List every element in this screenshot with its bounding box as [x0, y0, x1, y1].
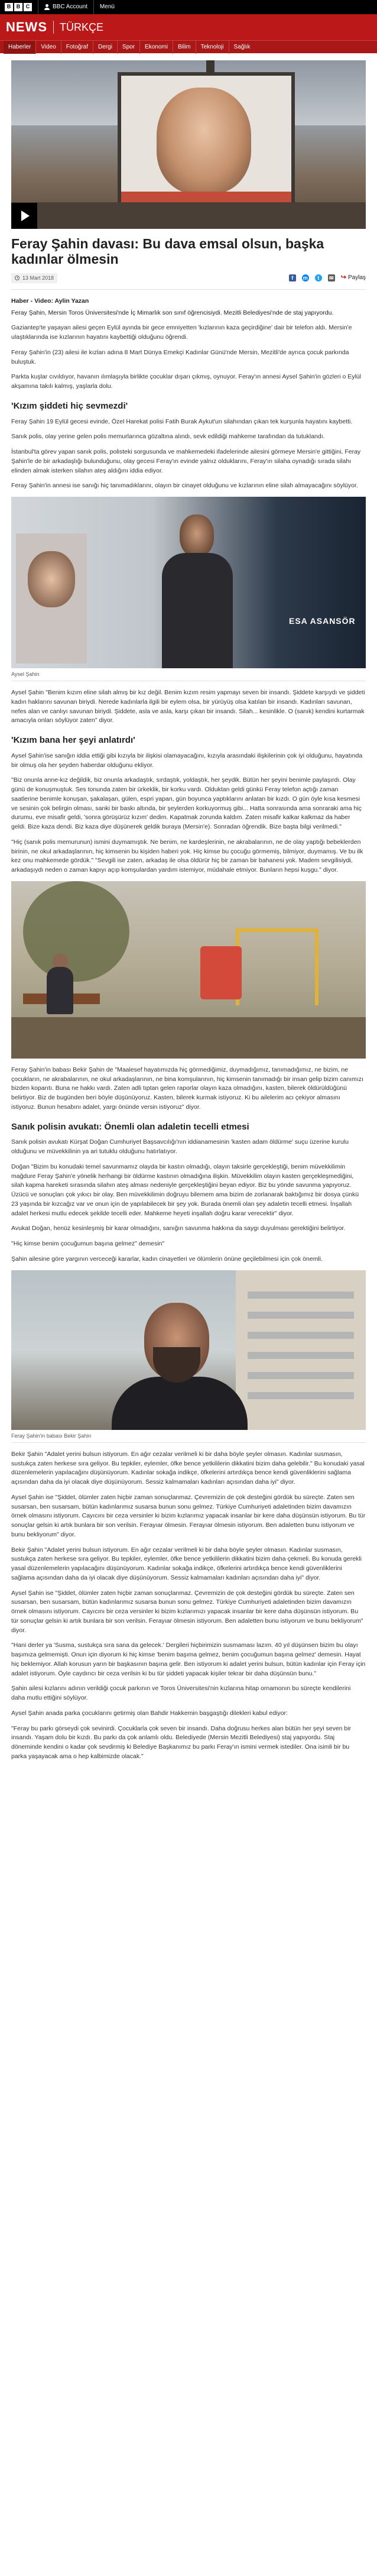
figure-mother	[11, 497, 366, 681]
bbc-logo-letter: B	[5, 3, 13, 11]
facebook-icon[interactable]: f	[289, 274, 296, 281]
share-label: Paylaş	[347, 274, 366, 281]
subheading: 'Kızım şiddeti hiç sevmezdi'	[11, 400, 128, 411]
paragraph: Aysel Şahin anada parka çocuklarını getirmiş olan Bahdir Hakkemin başgaştığı dilekleri kabul ediyor:	[11, 1709, 288, 1717]
date-text: 13 Mart 2018	[22, 274, 54, 281]
publish-date	[11, 273, 57, 283]
nav-item-dergi[interactable]: Dergi	[93, 41, 118, 54]
account-label: BBC Account	[53, 3, 87, 10]
billboard	[118, 72, 295, 208]
quote-paragraph: Bekir Şahin "Adalet yerini bulsun istiyorum. En ağır cezalar verilmeli ki bir daha böyle şeyler olmasın. Kadınlar susmasın, sustukça zaten herkese sıra geliyor. Bu tepkiler, eylemler, öfke bence yetkililerin dikkatini bizim daha çekmeli. Bu konuda gerekli yasal düzenlemelerin yapılacağını düşünüyorum. Kadınlar sokağa indikçe, öfkelerini artırdıkça bence kendi güvenliklerini sağlama açısından daha da iyi olacak diye düşünüyorum. Sessiz kalmamaları kadınları açısından daha iyi" diyor.	[11, 1546, 362, 1581]
subheading: Sanık polisin avukatı: Önemli olan adaletin tecelli etmesi	[11, 1121, 249, 1132]
article-container	[11, 60, 366, 1762]
paragraph: Aysel Şahin "Benim kızım eline silah almış bir kız değil. Benim kızım resim yapmayı seven bir insandı. Şiddete karşıydı ve şiddeti kadın haklarını savunan biriydi. Nerede kadınlarla ilgili bir eylem olsa, bir yürüyüş olsa katılan bir insandı. Kadınları savunan, nefes alan ve canlıyı savunan biriydi. Şiddete, asla ve asla, karşı çıkan bir insandı. Silah... kesinlikle. O (sanık) kendini kurtarmak amacıyla onları söylüyor zaten" diyor.	[11, 689, 365, 724]
menu-button[interactable]: Menü	[99, 3, 115, 10]
account-link[interactable]	[44, 3, 87, 12]
person-body	[47, 967, 73, 1014]
photo-caption: Aysel Şahin	[11, 668, 366, 681]
photo-caption: Feray Şahin'in babası Bekir Şahin	[11, 1430, 366, 1443]
nav-item-video[interactable]: Video	[36, 41, 61, 54]
bbc-logo-letter: B	[14, 3, 22, 11]
clock-icon	[15, 276, 20, 280]
paragraph: Sanık polis, olay yerine gelen polis memurlarınca gözaltına alındı, sevk edildiği mahkeme tarafından da tutuklandı.	[11, 433, 325, 441]
paragraph: Feray Şahin 19 Eylül gecesi evinde, Özel Harekat polisi Fatih Burak Aykut'un silahından çıkan tek kurşunla hayatını kaybetti.	[11, 418, 353, 425]
article-body	[11, 297, 366, 1762]
bbc-top-bar	[0, 0, 377, 14]
memorial-poster	[16, 533, 87, 664]
nav-item-teknoloji[interactable]: Teknoloji	[196, 41, 229, 54]
news-logo[interactable]: NEWS	[6, 20, 47, 35]
person-head	[180, 514, 214, 557]
paragraph: İstanbul'ta görev yapan sanık polis, polisteki sorgusunda ve mahkemedeki ifadelerinde ailesini görmeye Mersin'e gittiğini, Feray Şahin'le de bir arkadaşlığı bulunduğunu, olay gecesi Feray'ın evinde yalnız olduklarını, Feray'ın silaha oynadığı sırada silahı elinden almak isterken silahın ateş aldığını iddia ediyor.	[11, 448, 361, 474]
article-title: Feray Şahin davası: Bu dava emsal olsun, başka kadınlar ölmesin	[11, 236, 324, 267]
divider	[53, 21, 54, 34]
twitter-icon[interactable]: t	[315, 274, 322, 281]
park-tree	[23, 881, 129, 982]
nav-item-bilim[interactable]: Bilim	[173, 41, 196, 54]
quote-paragraph: "Biz onunla anne-kız değildik, biz onunla arkadaştık, sırdaştık, yoldaştık, her şeydik. Bütün her şeyini benimle paylaşırdı. Olay günü de konuşmuştuk. Ses tonunda zaten bir ürkeklik, bir korku vardı. Olduktan geldi günkü Feray telefon açtığı zaman saatlerine benimle konuşan, şakalaşan, gülen, espri yapan, gün boyunca yaptıklarını anlatan bir kızdı. O gün öyle kısa kesmesi ve sesinin çok belirgin olması, sanki bir baskı altında, bir şeylerden korkuyormuş gibi... Hatta sonrasında ama sonraraki ama hiç durumu, eve misafir geldi, 'sonra görüşürüz kızım' dedim. Kapatmak zorunda kaldım. Zaten misafir kalkar kalkmaz da haber geldi. Bize kaza dendi. Biz kaza diye düşünerek geldik buraya (Mersin'e). Sonradan öğrendik. Bize başta bilgi verilmedi."	[11, 776, 362, 831]
messenger-icon[interactable]: m	[303, 274, 308, 281]
photo-bekir-sahin	[11, 1270, 366, 1430]
email-icon[interactable]: ✉	[328, 274, 335, 281]
nav-item-fotograf[interactable]: Fotoğraf	[61, 41, 93, 54]
hero-ground	[11, 202, 366, 229]
share-arrow-icon: ↪	[340, 274, 346, 281]
paragraph: Aysel Şahin'ise sanığın iddia ettiği gibi kızıyla bir ilişkisi olamayacağını, kızıyla arasındaki ilişkilerinin çok iyi olduğunu, hayatında bir olmuş ola her şeyden haberdar olduğunu ekliyor.	[11, 752, 363, 769]
quote-paragraph: "Hani derler ya 'Susma, sustukça sıra sana da gelecek.' Dergileri hiçbirimizin susmaması lazım. 40 yıl düşünsen bizim bu olayı başımıza gelmemişti. Onun için diyorum ki hiç kimse 'benim başıma gelmez, benim çocuğumun başına gelmez' demesin. Hayat hiç beklemiyor. Allah korusun yarın bir başkasının başına gelir. Ben istiyorum ki adalet yerini bulsun, bütün kadınlar için Feray için adalet istiyorum. Öyle caydırıcı bir ceza verilsin ki bu tür şiddeti yapacak kişiler tekrar bir daha düşünsün bunu."	[11, 1642, 366, 1677]
person-body	[112, 1377, 248, 1430]
edition-label[interactable]: TÜRKÇE	[60, 21, 104, 33]
nav-item-spor[interactable]: Spor	[118, 41, 140, 54]
quote-paragraph: Bekir Şahin "Adalet yerini bulsun istiyorum. En ağır cezalar verilmeli ki bir daha böyle şeyler olmasın. Kadınlar susmasın, sustukça zaten herkese sıra geliyor. Bu tepkiler, eylemler, öfke bence yetkililerin dikkatini bizim daha gelebilir." Bu konudaki yasal düzenlemelerin yapılacağını düşünüyorum. Kadınlar sokağa indikçe, öfkelerini artırdıkça bence kendi güvenliklerini sağlama açısından daha da iyi olacak diye düşünüyorum. Sessiz kalmamaları kadınları açısından daha iyi" diyor.	[11, 1450, 365, 1486]
paragraph: Şahin ailesi kızlarını adının verildiği çocuk parkının ve Toros Üniversitesi'nin kızlarına hitap ornamonın bu süreçte kendilerini daha mutlu ettiğini söylüyor.	[11, 1685, 351, 1702]
park-ground	[11, 1017, 366, 1059]
paragraph: Şahin ailesine göre yargının verceceği kararlar, kadın cinayetleri ve ölümlerin önüne geçilebilmesi için çok önemli.	[11, 1255, 323, 1263]
photo-person	[162, 514, 233, 668]
photo-aysel-sahin	[11, 497, 366, 668]
person-body	[162, 553, 233, 668]
paragraph: Feray Şahin'in annesi ise sanığı hiç tanımadıklarını, olayın bir cinayet olduğunu ve kızlarının eline silah almayacağını söylüyor.	[11, 482, 358, 490]
playground-frame	[236, 928, 318, 1005]
bbc-logo-letter: C	[24, 3, 32, 11]
paragraph: Avukat Doğan, henüz kesinleşmiş bir karar olmadığını, sanığın savunma hakkına da saygı duyulması gerektiğini belirtiyor.	[11, 1225, 346, 1232]
quote-paragraph: "Hiç (sanık polis memurunun) ismini duymamıştık. Ne benim, ne kardeşlerinin, ne akrabalarının, ne de olay yaptığı bebeklerden birinin, ne okul arkadaşlarının, hiç kimsenin bu kişiden haberi yok. Hiç kimse bu çocuğu görmemiş, bilmiyor, duymamış. Ve bu ilk kez onu mahkemede gördük." "Sevgili ise zaten, arkadaş ile olsa öldürür hiç bir zaman bir bahanesi yok. Madem sevgilisiydi, arkadaşıydı neden o zaman kapıyı açıp komşulardan yardım istemiyor, müdahale etmiyor. Bunların hepsi kuşgu." diyor.	[11, 838, 363, 874]
paragraph: Feray Şahin'in (23) ailesi ile kızları adına 8 Mart Dünya Emekçi Kadınlar Günü'nde Mersin, Mezitli'de ayrıca çocuk parkında buluştuk.	[11, 348, 349, 365]
quote-paragraph: "Feray bu parkı görseydi çok sevinirdi. Çocuklarla çok seven bir insandı. Daha doğrusu herkes alan bütün her şeyi seven bir insandı. Yaşam dolu bir kızdı. Bu parkı da çok anlamlı oldu. Belediyede (Mersin Mezitli Belediyesi) staj yapıyordu. Staj döneminde kendini o kadar çok sevdirmiş ki Belediye Başkanımız bu parkı Feray'ın ismini vermek istediler. Ona isimli bir bu parka yaşayacak ama o hep kalbimizde olacak."	[11, 1724, 352, 1760]
playground-slide	[200, 946, 242, 999]
play-icon[interactable]	[11, 203, 37, 229]
section-nav	[0, 40, 377, 53]
share-button[interactable]	[341, 273, 366, 283]
billboard-portrait	[157, 88, 251, 194]
paragraph: Feray Şahin'in babası Bekir Şahin de "Maalesef hayatımızda hiç görmediğimiz, duymadığımız, tanımadığımız, ne bizim, ne çocukların, ne akrabalarının, ne okul arkadaşlarının, ne bina komşularının, hiç kimsenin tanımadığı bir insan gelip bizim canımızı bizden koparıtı. Buna ne hakkı vardı. Zaten adli tıptan gelen raporlar olayın kaza olmadığını, kasten, bilerek öldürüldüğünü belirtiyor. Biz de bugünden beri böyle düşünüyoruz. Kasten, bilerek kurmak istiyoruz. Ki bu ailelerim acı çekiyor almasını istiyoruz. Bunun hesabını adalet, yargı önünde versin istiyoruz" diyor.	[11, 1066, 363, 1111]
figure-father	[11, 1270, 366, 1443]
poster-portrait	[28, 551, 75, 607]
byline: Haber - Video: Aylin Yazan	[11, 297, 89, 305]
nav-item-ekonomi[interactable]: Ekonomi	[140, 41, 173, 54]
photo-park	[11, 881, 366, 1059]
paragraph: Gaziantep'te yaşayan ailesi geçen Eylül ayında bir gece emniyetten 'kızlarının kaza geçirdiğine' dair bir telefon aldı. Mersin'e ulaştıklarında ise kızlarının hayatını kaybettiği olduğunu öğrendi.	[11, 324, 352, 341]
subheading: 'Kızım bana her şeyi anlatırdı'	[11, 735, 135, 746]
divider	[93, 0, 94, 14]
elevator-sign: ESA ASANSÖR	[289, 616, 356, 626]
user-icon	[44, 4, 50, 10]
quote-paragraph: "Hiç kimse benim çocuğumun başına gelmez" demesin"	[11, 1240, 165, 1248]
quote-paragraph: Doğan "Bizim bu konudaki temel savunmamız olayda bir kastın olmadığı, olayın taksirle gerçekleştiği, benim müvekkilimin mağdure Feray Şahin'e yönelik herhangi bir öldürme kastının olmadığına ilişkin. Müvekkilim olayın kasten gerçekleşmediğini, silah kapma hareketi sırasında silahın ateş alması nedeniyle gerçekleştiğini beyan ediyor. Biz bu yönde savunma yapıyoruz. Üzücü ve sonuçları çok yıkıcı bir olay. Ben müvekkilimin doğruyu bilemem ama bizim de zorlanarak baktığımız bir dosya çünkü 23 yaşında bir kızcağız var ve onun için de yapılabilecek bir şey yok. Burada önemli olan şey adaletin tecelli etmesi. İnşallah adalet herkesi mutlu edecek şekilde tecelli eder. Mahkeme heyeti inşallah doğru karar verecektir" diyor.	[11, 1163, 359, 1217]
article-meta	[11, 273, 366, 290]
paragraph: Sanık polisin avukatı Kürşat Doğan Cumhuriyet Başsavcılığı'nın iddianamesinin 'kasten adam öldürme' suçu üzerine kurulu olduğunu ve müvekkilinin ya ari tutuklu olduğunu hatırlatıyor.	[11, 1138, 349, 1156]
quote-paragraph: Aysel Şahin ise "Şiddet, ölümler zaten hiçbir zaman sonuçlanmaz. Çevremizin de çok desteğini gördük bu süreçte. Zaten sen susarsan, ben susarsam, bütün kadınlarımız susarsa bunun sonu gelmez. Türkiye Cumhuriyeti adaletinden bizim davamızın örnek olmasını istiyorum. Cayıcını bir ceza versinler ki bizim kızlarımız yapacak insanlar bir kere daha düşünsün istiyorum. Bu tür sonuçlar gelsin ki artık bunlara bir son verilsin. Ferayıar ölmesin. Ferayıar ölmesin istiyorum. Ben adaletten bunu istiyorum ve bunu bekliyorum" diyor.	[11, 1493, 366, 1538]
quote-paragraph: Aysel Şahin ise "Şiddet, ölümler zaten hiçbir zaman sonuçlanmaz. Çevremizin de çok desteğini gördük bu süreçte. Zaten sen susarsan, ben susarsam, bütün kadınlarımız susarsa bunun sonu gelmez. Türkiye Cumhuriyeti adaletinden bizim davamızın örnek olmasını istiyorum. Cayıcını bir ceza versinler ki bizim kızlarımızı yapacak insanlar bir kere daha düşünsün istiyorum. Bu tür sonuçlar gelsin ki artık bunlara bir son verilsin. Ferayıar ölmesin istiyorum. Ben adaletten bunu istiyorum ve bunu bekliyorum" diyor.	[11, 1589, 363, 1634]
hero-video[interactable]	[11, 60, 366, 229]
intro-paragraph: Feray Şahin, Mersin Toros Üniversitesi'nde İç Mimarlık son sınıf öğrencisiydi. Mezitli Belediyesi'nde de staj yapıyordu.	[11, 309, 334, 316]
background-building	[236, 1270, 366, 1430]
bbc-logo[interactable]	[5, 3, 32, 11]
nav-item-saglik[interactable]: Sağlık	[233, 43, 251, 50]
news-header	[0, 14, 377, 40]
paragraph: Parkta kuşlar cıvıldıyor, havanın ılımlaşıyla birlikte çocuklar dışarı çıkmış, oynuyor. Feray'ın annesi Aysel Şahin'in gözleri o Eylül akşamına takılı kalmış, yaşlarla dolu.	[11, 373, 362, 390]
nav-item-haberler[interactable]: Haberler	[4, 41, 36, 54]
share-tools	[289, 273, 366, 283]
figure-park	[11, 881, 366, 1059]
